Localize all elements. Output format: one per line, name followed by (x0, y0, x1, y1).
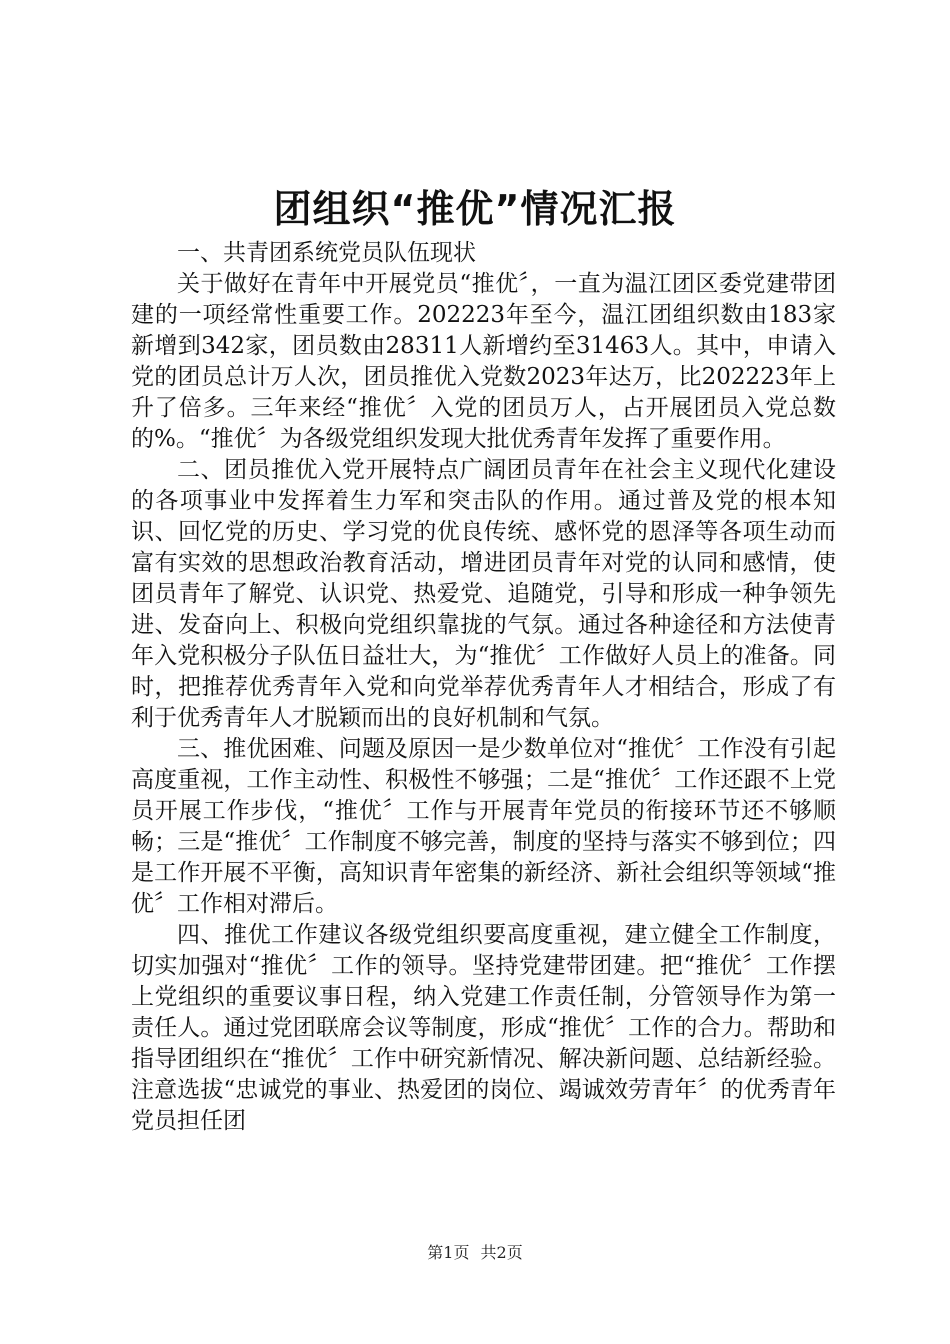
paragraph: 关于做好在青年中开展党员“推优〞，一直为温江团区委党建带团建的一项经常性重要工作。202223年至今，温江团组织数由183家新增到342家，团员数由28311人新增约至31463人。其中，申请入党的团员总计万人次，团员推优入党数2023年达万，比202223年上升了倍多。三年来经“推优〞入党的团员万人，占开展团员入党总数的%。“推优〞为各级党组织发现大批优秀青年发挥了重要作用。 (131, 271, 836, 452)
paragraph: 三、推优困难、问题及原因一是少数单位对“推优〞工作没有引起高度重视，工作主动性、积极性不够强；二是“推优〞工作还跟不上党员开展工作步伐，“推优〞工作与开展青年党员的衔接环节还不够顺畅；三是“推优〞工作制度不够完善，制度的坚持与落实不够到位；四是工作开展不平衡，高知识青年密集的新经济、新社会组织等领域“推优〞工作相对滞后。 (131, 736, 836, 917)
page-total: 共2页 (480, 1243, 523, 1262)
paragraph: 二、团员推优入党开展特点广阔团员青年在社会主义现代化建设的各项事业中发挥着生力军和突击队的作用。通过普及党的根本知识、回忆党的历史、学习党的优良传统、感怀党的恩泽等各项生动而富有实效的思想政治教育活动，增进团员青年对党的认同和感情，使团员青年了解党、认识党、热爱党、追随党，引导和形成一种争领先进、发奋向上、积极向党组织靠拢的气氛。通过各种途径和方法使青年入党积极分子队伍日益壮大，为“推优〞工作做好人员上的准备。同时，把推荐优秀青年入党和向党举荐优秀青年人才相结合，形成了有利于优秀青年人才脱颖而出的良好机制和气氛。 (131, 457, 836, 731)
document-body (131, 238, 836, 1137)
section-heading-1: 一、共青团系统党员队伍现状 (177, 240, 476, 266)
paragraph: 四、推优工作建议各级党组织要高度重视，建立健全工作制度，切实加强对“推优〞工作的领导。坚持党建带团建。把“推优〞工作摆上党组织的重要议事日程，纳入党建工作责任制，分管领导作为第一责任人。通过党团联席会议等制度，形成“推优〞工作的合力。帮助和指导团组织在“推优〞工作中研究新情况、解决新问题、总结新经验。注意选拔“忠诚党的事业、热爱团的岗位、竭诚效劳青年〞的优秀青年党员担任团 (131, 922, 836, 1134)
document-title: 团组织“推优”情况汇报 (273, 187, 677, 231)
page-number: 第1页 (427, 1243, 470, 1262)
page-footer (0, 1243, 950, 1263)
